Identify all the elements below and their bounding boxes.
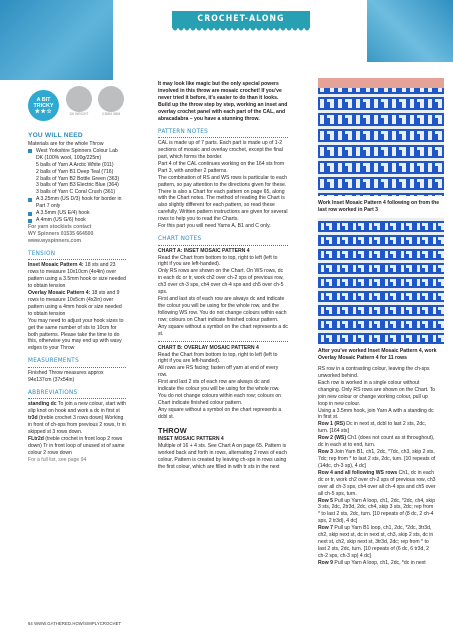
sidebar-column xyxy=(28,132,126,464)
row-5: Row 5 Pull up Yarn A loop, ch1, 2dc, *2dc, ch4, skip 3 sts, 2dc, 2tr3d, 2dc, ch4, skip 3 sts, 2dc; rep from * to last 2 sts, 2dc, turn. [10 repeats of (8 dc, 2 ch-4 sps, 2 tr3d), 4 dc] xyxy=(318,497,436,525)
swatch-photo-top-left xyxy=(0,0,113,80)
difficulty-badge xyxy=(28,90,59,121)
yarn-item: 3 balls of Yarn C Coral Crush (361) xyxy=(36,189,116,196)
difficulty-stars-icon: ★★☆ xyxy=(34,109,53,116)
instruction-text: RS row in a contrasting colour, leaving the ch-sps unworked behind. xyxy=(318,366,430,379)
mosaic-photo-top xyxy=(318,78,444,196)
intro-paragraph: It may look like magic but the only special powers involved in this throw are mosaic crochet! If you've never tried it before, it's easier to do than it looks. Build up the throw step by step, working an inset and overlay crochet panel with each part of the CAL, and abracadabra – you have a stunning throw. xyxy=(158,81,288,122)
tension-heading: TENSION xyxy=(28,250,126,261)
chart-b-note: Any square without a symbol on the chart represents a dcbl st. xyxy=(158,406,282,420)
yarn-item: 5 balls of Yarn A Arctic White (011) xyxy=(36,161,114,168)
stockists-website: www.wyspinners.com xyxy=(28,237,82,244)
hook-item: A 3.5mm (US E/4) hook xyxy=(28,210,126,217)
yarn-item: West Yorkshire Spinners Colour Lab DK (100% wool, 100g/225m) xyxy=(28,148,126,162)
row-7: Row 7 Pull up Yarn B1 loop, ch1, 2dc, *2dc, 3tr3d, ch2, skip next st, dc in next st, ch3, skip 2 sts, dc in next st, ch2, skip next st, 3tr3d, 2dc; rep from * to last 2 sts, 2dc, turn. [10 repeats of (6 dc, 6 tr3d, 2 ch-2 sps, ch-3 sp) 4 dc] xyxy=(318,525,434,559)
mosaic-photo-bottom xyxy=(318,218,444,344)
abbreviation-tr3d: tr3d (treble crochet 3 rows down) Working in front of ch-sps from previous 2 rows, tr in skipped st 3 rows down. xyxy=(28,415,126,435)
caption-top-photo: Work Inset Mosaic Pattern 4 following on from the last row worked in Part 3 xyxy=(318,200,440,213)
throw-heading: THROW xyxy=(158,425,187,435)
row-4: Row 4 and all following WS rows Ch1, dc in each dc or tr, work ch2 over ch-2 sps of previous row, ch3 over all ch-3 sps, ch4 over all ch-4 sps and ch5 over all ch-5 sps, turn. xyxy=(318,469,436,497)
row-2: Row 2 (WS) Ch1 (does not count as st throughout), dc in each st to end, turn. xyxy=(318,435,435,449)
difficulty-label: A BIT TRICKY xyxy=(33,97,54,109)
instructions-column xyxy=(318,366,436,567)
section-banner: CROCHET-ALONG xyxy=(172,11,310,28)
hook-size-label: 3.5MM 4MM xyxy=(101,112,121,116)
pattern-note: CAL is made up of 7 parts. Each part is made up of 1-2 sections of mosaic and overlay crochet, except the final part, which forms the border. xyxy=(158,140,283,160)
yarn-weight-icon xyxy=(66,86,92,112)
materials-intro: Materials are for the whole Throw xyxy=(28,140,104,147)
throw-subheading: INSET MOSAIC PATTERN 4 xyxy=(158,435,224,442)
tension-note: You may need to adjust your hook sizes to get the same number of sts to 10cm for both patterns. Please take the time to do this, otherwise you may end up with wavy edges to your Throw xyxy=(28,317,124,352)
chart-a-note: Read the Chart from bottom to top, right to left (left to right if you are left-handed). xyxy=(158,254,278,268)
chart-b-heading: CHART B: OVERLAY MOSAIC PATTERN 4 xyxy=(158,344,259,351)
difficulty-badges xyxy=(28,86,126,120)
pattern-notes-heading: PATTERN NOTES xyxy=(158,128,288,139)
chart-a-heading: CHART A: INSET MOSAIC PATTERN 4 xyxy=(158,247,250,254)
row-9: Row 9 Pull up Yarn A loop, ch1, 2dc, *dc in next xyxy=(318,559,426,566)
measurements-text: Finished Throw measures approx 94x137cm (37x54in) xyxy=(28,369,104,383)
yarn-item: 2 balls of Yarn B1 Deep Teal (716) xyxy=(36,168,114,175)
banner-scallop-edge xyxy=(172,28,310,32)
main-column xyxy=(158,81,288,470)
swatch-photo-top-right xyxy=(367,0,453,62)
measurements-heading: MEASUREMENTS xyxy=(28,357,126,368)
abbreviations-heading: ABBREVIATIONS xyxy=(28,389,126,400)
stockists-phone: WY Spinners 01535 664500 xyxy=(28,230,94,237)
chart-a-note: Any square without a symbol on the chart represents a dc st. xyxy=(158,323,288,337)
instruction-text: Each row is worked in a single colour without changing. Only RS rows are shown on the Chart. To join new colour or change working colour, pull up loop in new colour. xyxy=(318,379,436,407)
pattern-note: Part 4 of the CAL continues working on the 164 sts from Part 3, with another 2 patterns. xyxy=(158,160,285,174)
abbreviation-fltr2d: FLtr2d (treble crochet in front loop 2 rows down) Tr in front loop of unused st of same colour 2 rows down xyxy=(28,435,125,456)
abbreviations-note: For a full list, see page 94 xyxy=(28,456,87,463)
chart-notes-heading: CHART NOTES xyxy=(158,235,288,246)
chart-b-note: Read the Chart from bottom to top, right to left (left to right if you are left-handed). xyxy=(158,351,278,365)
chart-b-note: First and last 2 sts of each row are always dc and indicate the colour you will be using for the whole row. You do not change colours within each row; colours on Chart indicate finished colour pattern. xyxy=(158,379,281,406)
stockists-label: For yarn stockists contact xyxy=(28,224,92,231)
yarn-item: 3 balls of Yarn B3 Electric Blue (364) xyxy=(36,182,119,189)
instruction-text: Using a 3.5mm hook, join Yarn A with a standing dc in first st. xyxy=(318,407,434,421)
hook-item: A 3.25mm (US D/3) hook for border in Part 7 only xyxy=(28,196,126,210)
divider xyxy=(158,341,288,342)
pattern-note: For this part you will need Yarns A, B1 and C only. xyxy=(158,223,271,230)
chart-b-note: All rows are RS facing; fasten off yarn at end of every row. xyxy=(158,365,279,379)
pattern-note: The combination of RS and WS rows is particular to each pattern, so pay attention to the directions given for these. There is also a Chart for each pattern on page 65, along with the Chart notes. The method of reading the Chart is also slightly different for each pattern, so read these carefully. Written pattern instructions are given for several rows to help you to read the Charts. xyxy=(158,174,288,223)
hook-item: A 4mm (US G/6) hook xyxy=(28,217,126,224)
chart-a-note: Only RS rows are shown on the Chart. On WS rows, dc in each dc or tr, work ch2 over ch-2 sps of previous row, ch3 over ch-3 sps, ch4 over ch-4 sps and ch5 over ch-5 sps. xyxy=(158,268,284,296)
yarn-item: 2 balls of Yarn B2 Bottle Green (363) xyxy=(36,175,120,182)
row-1: Row 1 (RS) Dc in next st, dcbl to last 2 sts, 2dc, turn. [164 sts] xyxy=(318,421,427,435)
row-3: Row 3 Join Yarn B1, ch1, 2dc, *7dc, ch3, skip 2 sts, 7dc; rep from * to last 2 sts, 2dc, turn. [10 repeats of (14dc, ch-3 sp), 4 dc] xyxy=(318,449,436,469)
page-folio: 64 WWW.GATHERED.HOW/SIMPLYCROCHET xyxy=(28,621,122,626)
chart-a-note: First and last sts of each row are always dc and indicate the colour you will be using for the whole row, and the following WS row. You do not change colours within each row; colours on Chart indicate finished colour pattern. xyxy=(158,296,287,323)
caption-bottom-photo: After you've worked Inset Mosaic Pattern 4, work Overlay Mosaic Pattern 4 for 11 rows xyxy=(318,348,437,361)
throw-text: Multiple of 16 + 4 sts. See Chart A on page 65. Pattern is worked back and forth in rows, alternating 2 rows of each colour. Pattern is created by leaving ch-sps in rows using the first colour, which are filled in with tr sts in the next xyxy=(158,442,287,470)
tension-inset: Inset Mosaic Pattern 4: 18 sts and 23 rows to measure 10x10cm (4x4in) over pattern using a 3.5mm hook or size needed to obtain tension xyxy=(28,262,126,290)
hook-size-icon xyxy=(98,86,124,112)
you-will-need-heading: YOU WILL NEED xyxy=(28,132,83,139)
tension-overlay: Overlay Mosaic Pattern 4: 18 sts and 9 rows to measure 10x5cm (4x2in) over pattern using a 4mm hook or size needed to obtain tension xyxy=(28,290,122,317)
yarn-weight-label: DK WEIGHT xyxy=(69,112,89,116)
abbreviation-standing-dc: standing dc To join a new colour, start with slip knot on hook and work a dc in first st xyxy=(28,401,126,415)
